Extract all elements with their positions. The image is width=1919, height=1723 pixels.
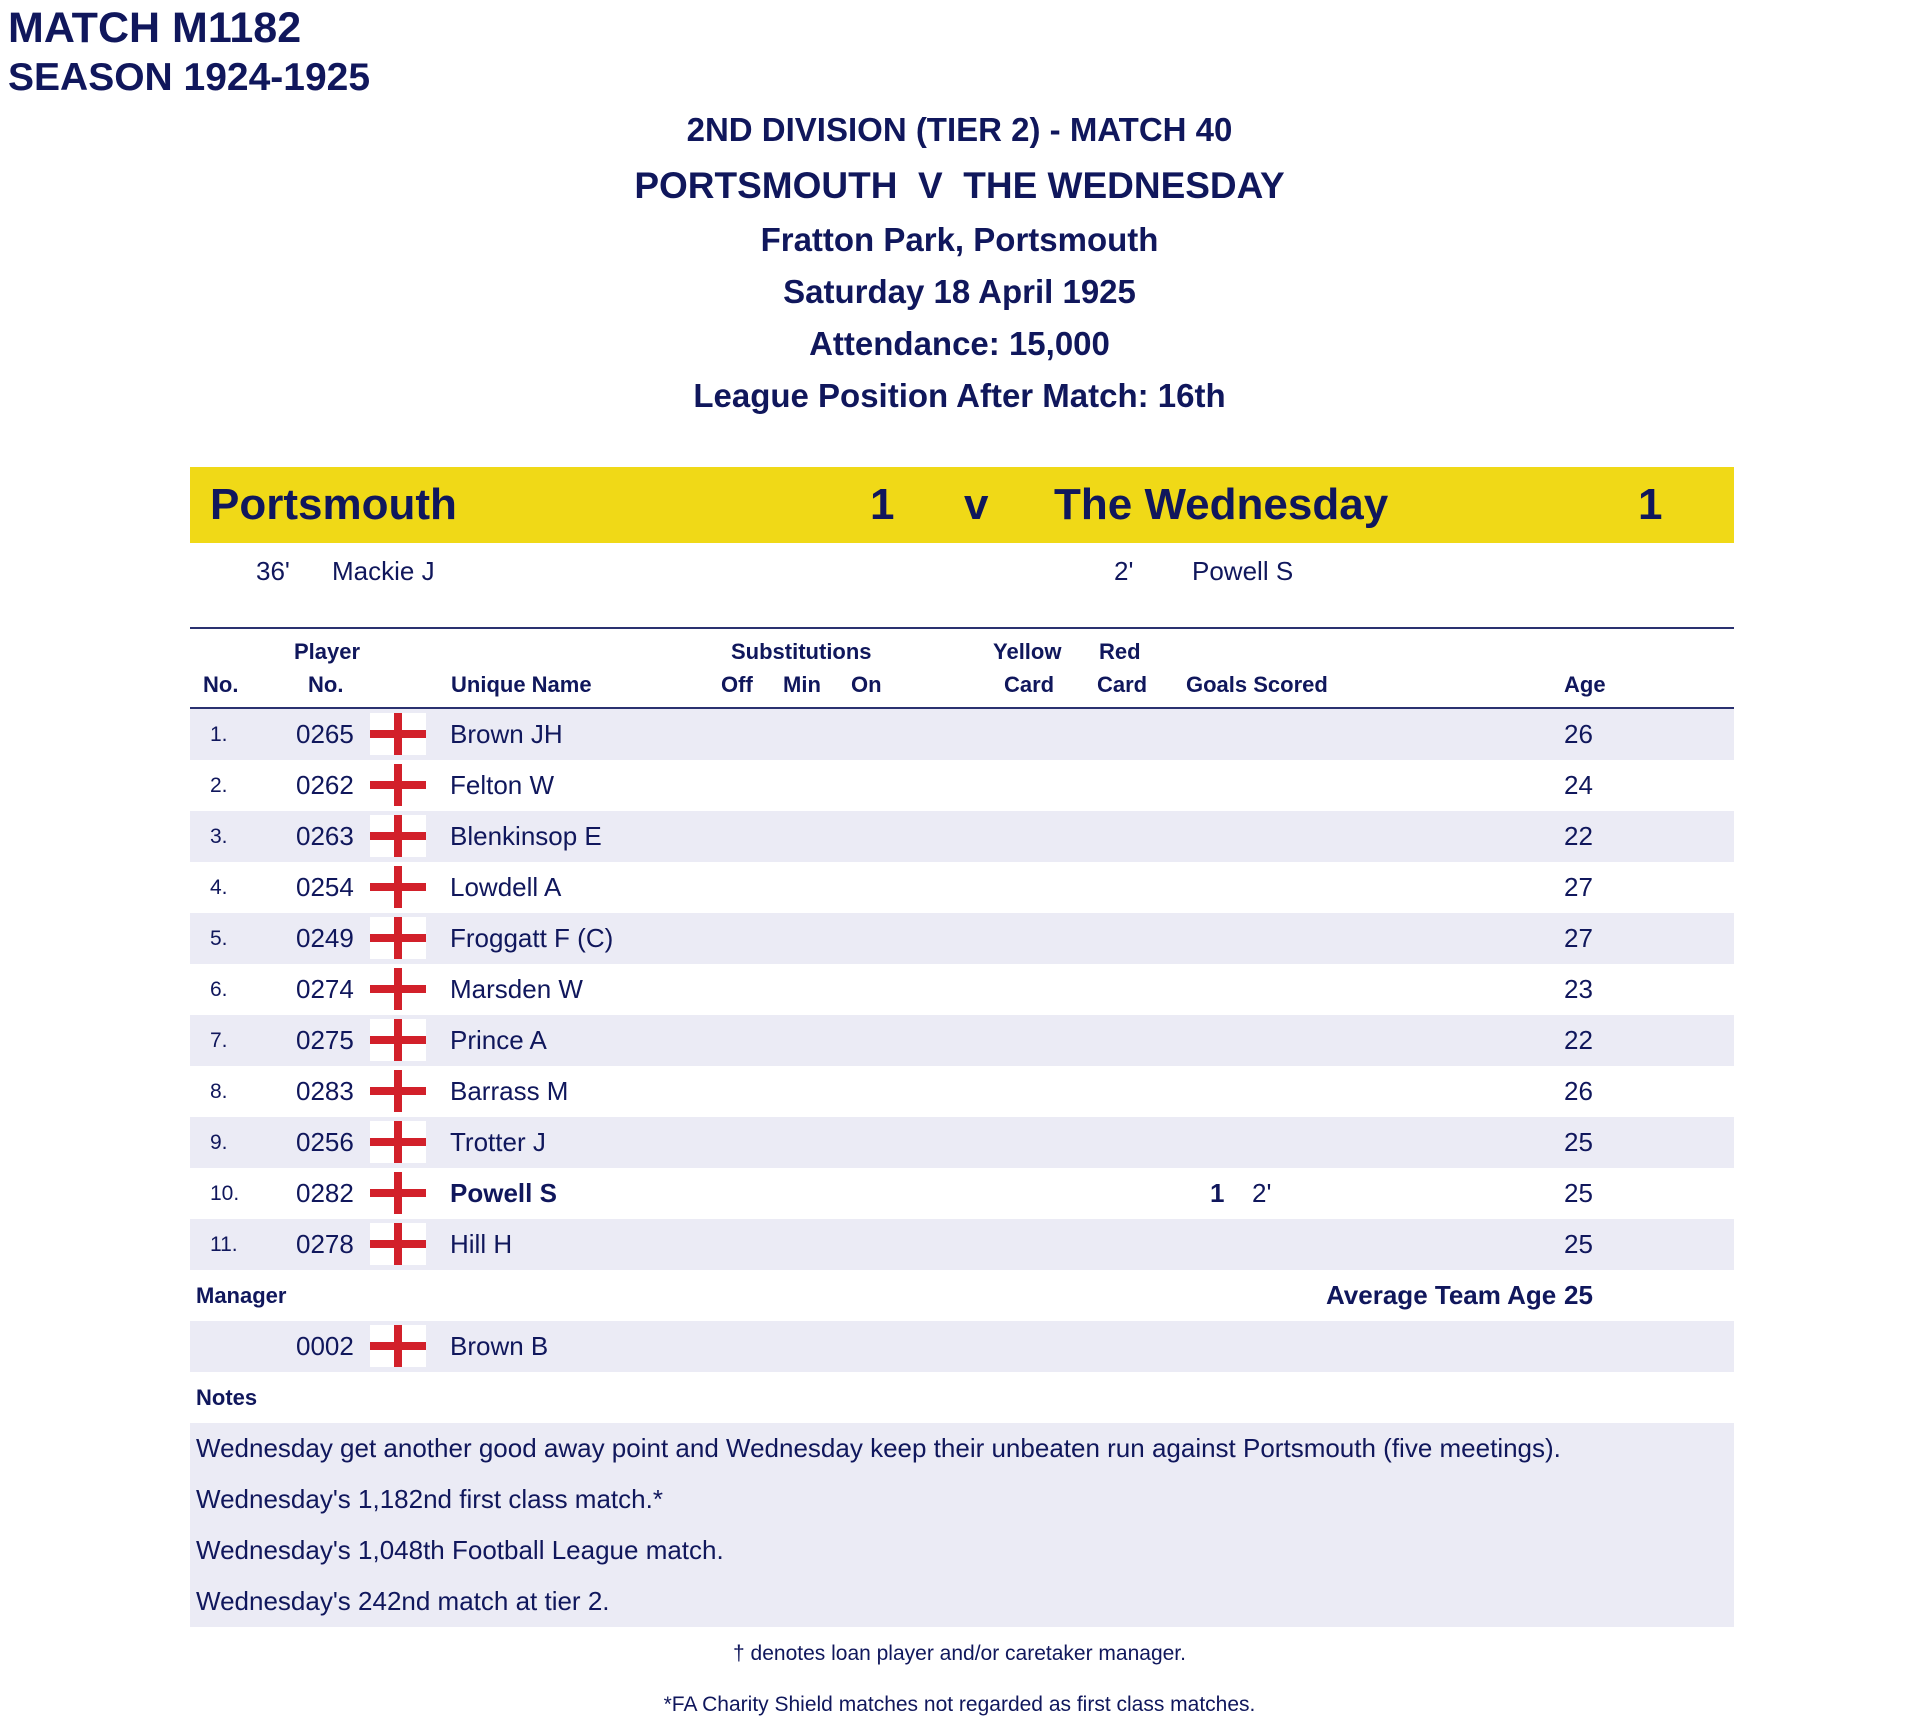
notes-label: Notes [196,1385,258,1410]
header-yellow-card: Card [1004,672,1055,697]
score-bar [190,467,1734,543]
versus-label: v [964,480,989,529]
england-flag-icon [370,866,426,908]
player-number: 0283 [296,1076,354,1106]
player-name: Barrass M [450,1076,569,1106]
player-age: 22 [1564,821,1593,851]
header-goals-scored: Goals Scored [1186,672,1328,697]
home-scorer-name: Mackie J [332,556,435,586]
row-number: 2. [210,774,228,797]
table-row [190,1015,1734,1066]
header-player-no: No. [308,672,344,697]
england-flag-icon [370,917,426,959]
player-age: 27 [1564,923,1593,953]
note-line: Wednesday get another good away point and Wednesday keep their unbeaten run against Portsmouth (five meetings). [196,1433,1561,1463]
player-number: 0263 [296,821,354,851]
table-row [190,1168,1734,1219]
table-row [190,1219,1734,1270]
table-row [190,1066,1734,1117]
table-row [190,760,1734,811]
table-row [190,811,1734,862]
row-number: 9. [210,1131,228,1154]
manager-label-row [190,1270,1734,1321]
goal-minute: 2' [1252,1178,1272,1208]
table-row [190,1117,1734,1168]
player-name: Lowdell A [450,872,562,902]
header-unique-name: Unique Name [451,672,592,697]
match-id: MATCH M1182 [8,4,302,52]
header-age: Age [1564,672,1606,697]
england-flag-icon [370,1223,426,1265]
away-score: 1 [1638,480,1663,529]
player-age: 22 [1564,1025,1593,1055]
manager-name: Brown B [450,1331,549,1361]
away-scorer-minute: 2' [1114,556,1134,586]
home-score: 1 [870,480,895,529]
charity-footnote: *FA Charity Shield matches not regarded as first class matches. [663,1693,1256,1716]
manager-label: Manager [196,1283,287,1308]
player-name: Froggatt F (C) [450,923,614,953]
player-age: 26 [1564,1076,1593,1106]
player-number: 0282 [296,1178,354,1208]
season-label: SEASON 1924-1925 [8,56,371,99]
row-number: 4. [210,876,228,899]
header-min: Min [783,672,821,697]
row-number: 5. [210,927,228,950]
manager-row [190,1321,1734,1372]
england-flag-icon [370,713,426,755]
loan-footnote: † denotes loan player and/or caretaker manager. [733,1642,1186,1665]
table-row [190,862,1734,913]
england-flag-icon [370,968,426,1010]
notes-block [190,1423,1734,1627]
home-scorer-minute: 36' [256,556,290,586]
england-flag-icon [370,1070,426,1112]
table-row [190,964,1734,1015]
row-number: 8. [210,1080,228,1103]
note-line: Wednesday's 242nd match at tier 2. [196,1586,610,1616]
header-red-card: Card [1097,672,1148,697]
row-number: 10. [210,1182,240,1205]
england-flag-icon [370,1121,426,1163]
player-age: 23 [1564,974,1593,1004]
player-number: 0278 [296,1229,354,1259]
note-line: Wednesday's 1,182nd first class match.* [196,1484,663,1514]
average-age-value: 25 [1564,1280,1593,1310]
england-flag-icon [370,1172,426,1214]
player-name: Trotter J [450,1127,546,1157]
table-row [190,709,1734,760]
header-on: On [851,672,882,697]
row-number: 7. [210,1029,228,1052]
player-name: Brown JH [450,719,563,749]
away-scorer-name: Powell S [1192,556,1294,586]
england-flag-icon [370,764,426,806]
player-number: 0254 [296,872,354,902]
header-off: Off [721,672,753,697]
player-age: 25 [1564,1229,1593,1259]
average-age-label: Average Team Age [1326,1280,1557,1310]
venue: Fratton Park, Portsmouth [760,221,1159,258]
note-line: Wednesday's 1,048th Football League match. [196,1535,724,1565]
player-name: Prince A [450,1025,547,1055]
match-date: Saturday 18 April 1925 [783,273,1136,310]
player-age: 26 [1564,719,1593,749]
player-number: 0274 [296,974,354,1004]
header-yellow: Yellow [993,639,1062,664]
goals-count: 1 [1210,1178,1225,1208]
home-team-name: Portsmouth [210,480,457,529]
player-name: Hill H [450,1229,513,1259]
player-age: 25 [1564,1127,1593,1157]
player-age: 27 [1564,872,1593,902]
table-top-divider [190,627,1734,629]
player-name: Powell S [450,1178,557,1208]
competition-title: 2ND DIVISION (TIER 2) - MATCH 40 [686,111,1233,148]
header-no: No. [203,672,239,697]
league-position: League Position After Match: 16th [693,377,1226,414]
england-flag-icon [370,1325,426,1367]
attendance: Attendance: 15,000 [809,325,1110,362]
player-age: 25 [1564,1178,1593,1208]
header-substitutions: Substitutions [731,639,872,664]
player-number: 0275 [296,1025,354,1055]
player-name: Felton W [450,770,555,800]
fixture-title: PORTSMOUTH V THE WEDNESDAY [634,165,1285,206]
player-name: Marsden W [450,974,583,1004]
player-name: Blenkinsop E [450,821,602,851]
row-number: 6. [210,978,228,1001]
row-number: 1. [210,723,228,746]
player-number: 0249 [296,923,354,953]
row-number: 3. [210,825,228,848]
manager-number: 0002 [296,1331,354,1361]
header-player: Player [294,639,361,664]
england-flag-icon [370,1019,426,1061]
player-number: 0262 [296,770,354,800]
away-team-name: The Wednesday [1054,480,1389,529]
england-flag-icon [370,815,426,857]
player-number: 0256 [296,1127,354,1157]
row-number: 11. [210,1233,238,1256]
player-number: 0265 [296,719,354,749]
table-row [190,913,1734,964]
player-age: 24 [1564,770,1593,800]
header-red: Red [1099,639,1141,664]
